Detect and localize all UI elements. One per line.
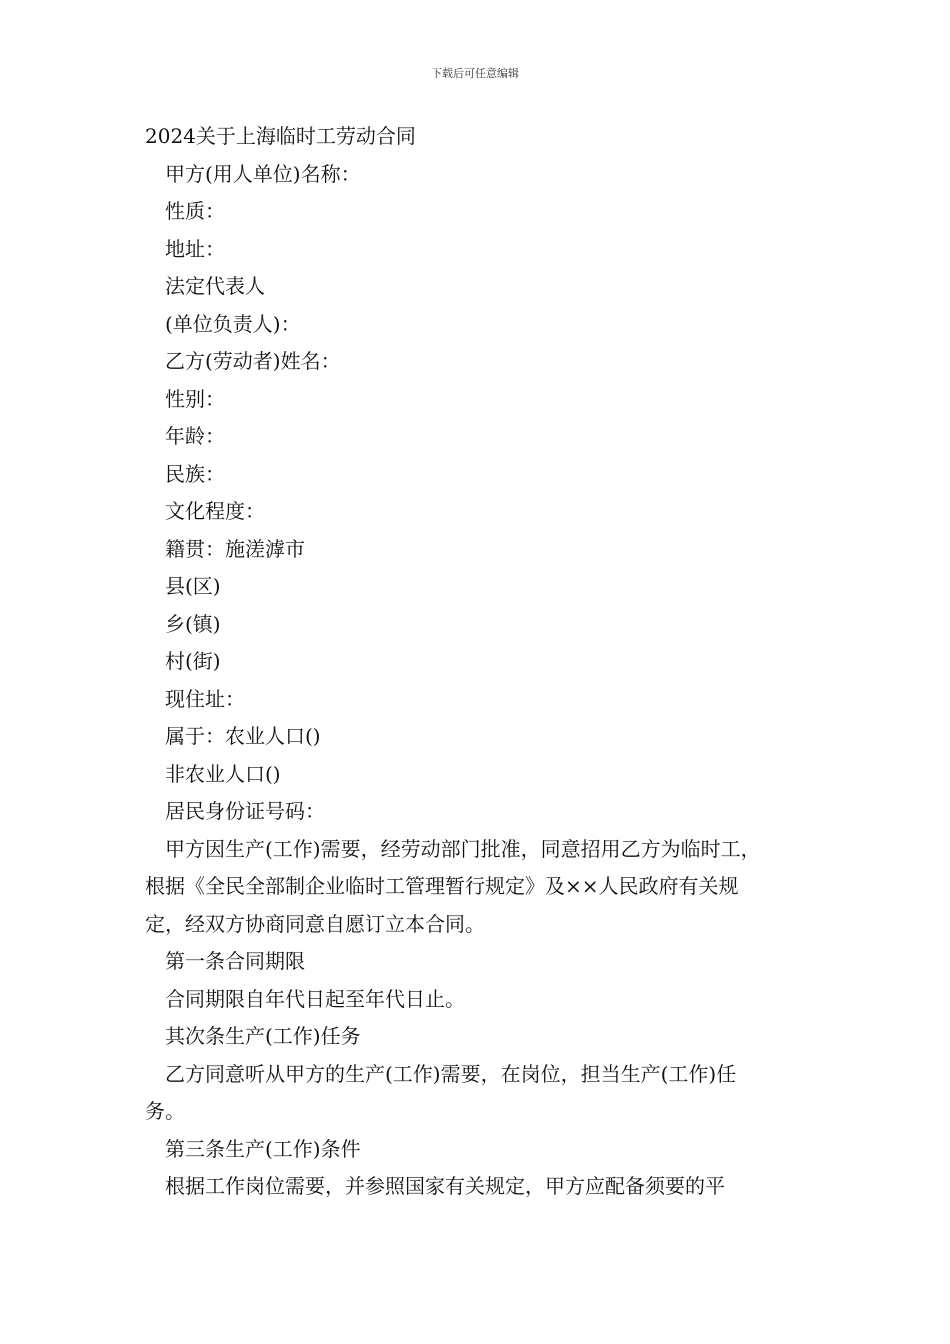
field-worker-name: 乙方(劳动者)姓名： <box>165 349 341 373</box>
article-3-body: 根据工作岗位需要，并参照国家有关规定，甲方应配备须要的平 <box>165 1174 725 1198</box>
field-village: 村(街) <box>165 649 221 673</box>
field-employer-name: 甲方(用人单位)名称： <box>165 161 361 186</box>
field-unit-head: (单位负责人)： <box>165 311 301 336</box>
field-education: 文化程度： <box>165 499 265 523</box>
article-2-body-line-1: 乙方同意听从甲方的生产(工作)需要，在岗位，担当生产(工作)任 <box>165 1061 737 1086</box>
field-legal-rep: 法定代表人 <box>165 274 265 298</box>
field-native-place: 籍贯：施溠滹市 <box>165 536 305 561</box>
field-ethnicity: 民族： <box>165 461 225 486</box>
field-age: 年龄： <box>165 424 225 448</box>
field-nature: 性质： <box>165 199 225 223</box>
field-county: 县(区) <box>165 574 221 598</box>
paragraph-preamble-line-3: 定，经双方协商同意自愿订立本合同。 <box>145 911 485 936</box>
field-current-address: 现住址： <box>165 686 245 711</box>
article-2-body-line-2: 务。 <box>145 1099 185 1123</box>
paragraph-preamble-line-1: 甲方因生产(工作)需要，经劳动部门批准，同意招用乙方为临时工， <box>165 836 761 861</box>
article-3-title: 第三条生产(工作)条件 <box>165 1136 361 1161</box>
document-title: 2024关于上海临时工劳动合同 <box>145 124 416 148</box>
article-1-title: 第一条合同期限 <box>165 949 305 973</box>
field-gender: 性别： <box>165 386 225 411</box>
document-body <box>145 118 825 1206</box>
paragraph-preamble-line-2: 根据《全民全部制企业临时工管理暂行规定》及××人民政府有关规 <box>145 874 739 898</box>
header-note: 下载后可任意编辑 <box>431 67 519 80</box>
field-id-number: 居民身份证号码： <box>165 799 325 823</box>
article-1-body: 合同期限自年代日起至年代日止。 <box>165 986 465 1011</box>
field-agricultural: 属于：农业人口() <box>165 724 321 748</box>
field-address: 地址： <box>165 236 225 261</box>
article-2-title: 其次条生产(工作)任务 <box>165 1024 361 1048</box>
field-township: 乡(镇) <box>165 611 221 636</box>
field-non-agricultural: 非农业人口() <box>165 761 281 786</box>
